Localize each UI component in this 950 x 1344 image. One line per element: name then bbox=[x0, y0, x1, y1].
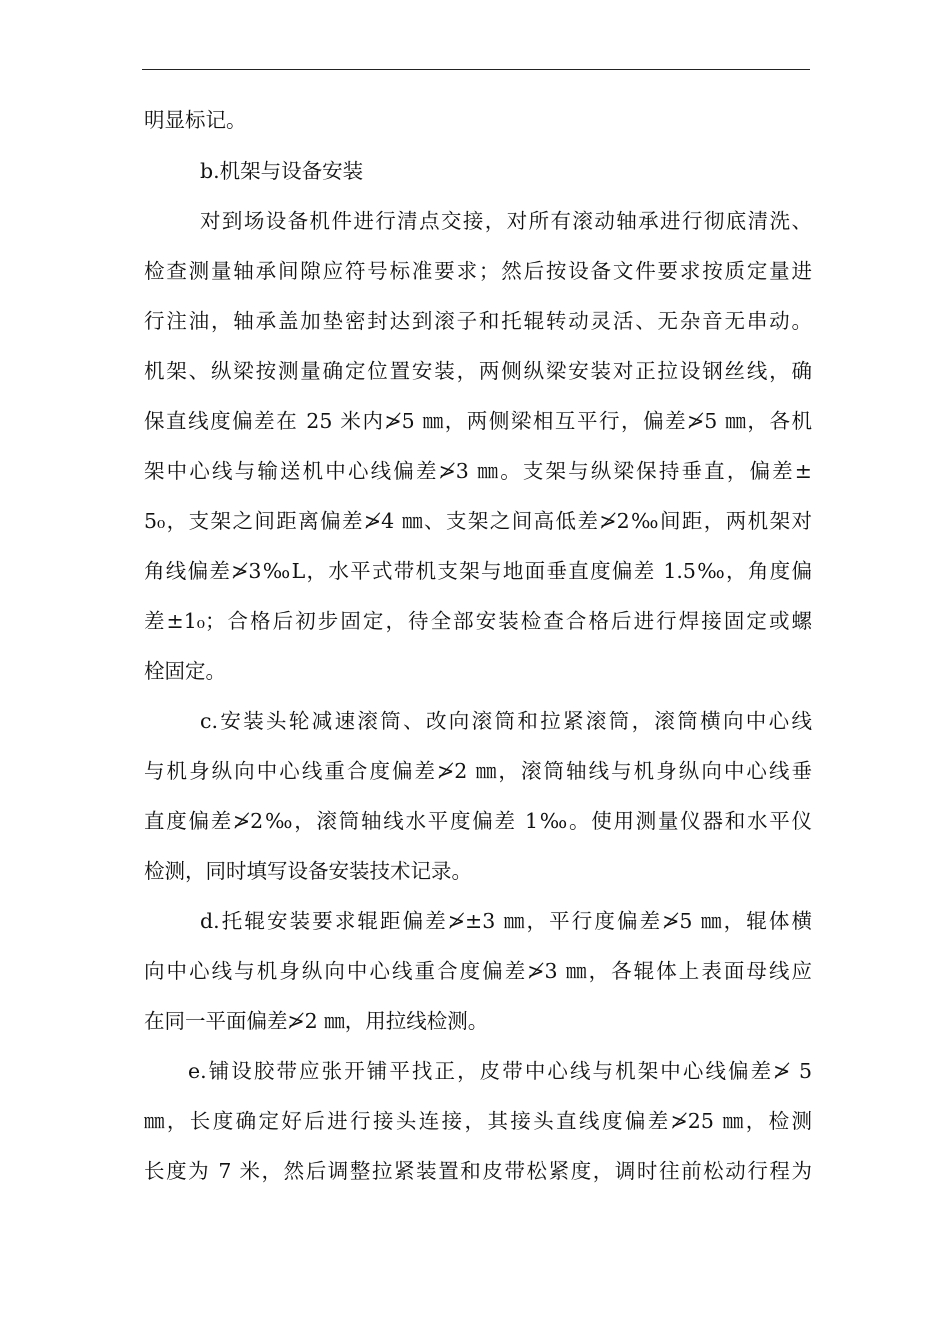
text-line: 保直线度偏差在 25 米内≯5 ㎜，两侧梁相互平行，偏差≯5 ㎜，各机 bbox=[144, 409, 812, 433]
text-line: 检测，同时填写设备安装技术记录。 bbox=[144, 859, 472, 883]
text-line: 在同一平面偏差≯2 ㎜，用拉线检测。 bbox=[144, 1009, 489, 1033]
text-line: ㎜，长度确定好后进行接头连接，其接头直线度偏差≯25 ㎜，检测 bbox=[144, 1109, 812, 1133]
section-heading-b: b.机架与设备安装 bbox=[200, 159, 364, 183]
text-line: 机架、纵梁按测量确定位置安装，两侧纵梁安装对正拉设钢丝线，确 bbox=[144, 359, 812, 383]
paragraph-e-start: e.铺设胶带应张开铺平找正，皮带中心线与机架中心线偏差≯ 5 bbox=[188, 1059, 812, 1083]
paragraph-c-start: c.安装头轮减速滚筒、改向滚筒和拉紧滚筒，滚筒横向中心线 bbox=[200, 709, 812, 733]
text-line: 对到场设备机件进行清点交接，对所有滚动轴承进行彻底清洗、 bbox=[200, 209, 812, 233]
text-line: 直度偏差≯2‰，滚筒轴线水平度偏差 1‰。使用测量仪器和水平仪 bbox=[144, 809, 812, 833]
text-line: 角线偏差≯3‰L，水平式带机支架与地面垂直度偏差 1.5‰，角度偏 bbox=[144, 559, 812, 583]
paragraph-d-start: d.托辊安装要求辊距偏差≯±3 ㎜，平行度偏差≯5 ㎜，辊体横 bbox=[200, 909, 812, 933]
text-line: 栓固定。 bbox=[144, 659, 226, 683]
text-line: 检查测量轴承间隙应符号标准要求；然后按设备文件要求按质定量进 bbox=[144, 259, 812, 283]
text-line: 向中心线与机身纵向中心线重合度偏差≯3 ㎜，各辊体上表面母线应 bbox=[144, 959, 812, 983]
text-line: 明显标记。 bbox=[144, 108, 247, 132]
text-line: 5₀，支架之间距离偏差≯4 ㎜、支架之间高低差≯2‰间距，两机架对 bbox=[144, 509, 812, 533]
text-line: 差±1₀；合格后初步固定，待全部安装检查合格后进行焊接固定或螺 bbox=[144, 609, 812, 633]
text-line: 与机身纵向中心线重合度偏差≯2 ㎜，滚筒轴线与机身纵向中心线垂 bbox=[144, 759, 812, 783]
header-rule bbox=[142, 69, 810, 70]
text-line: 架中心线与输送机中心线偏差≯3 ㎜。支架与纵梁保持垂直，偏差± bbox=[144, 459, 812, 483]
text-line: 长度为 7 米，然后调整拉紧装置和皮带松紧度，调时往前松动行程为 bbox=[144, 1159, 812, 1183]
text-line: 行注油，轴承盖加垫密封达到滚子和托辊转动灵活、无杂音无串动。 bbox=[144, 309, 812, 333]
